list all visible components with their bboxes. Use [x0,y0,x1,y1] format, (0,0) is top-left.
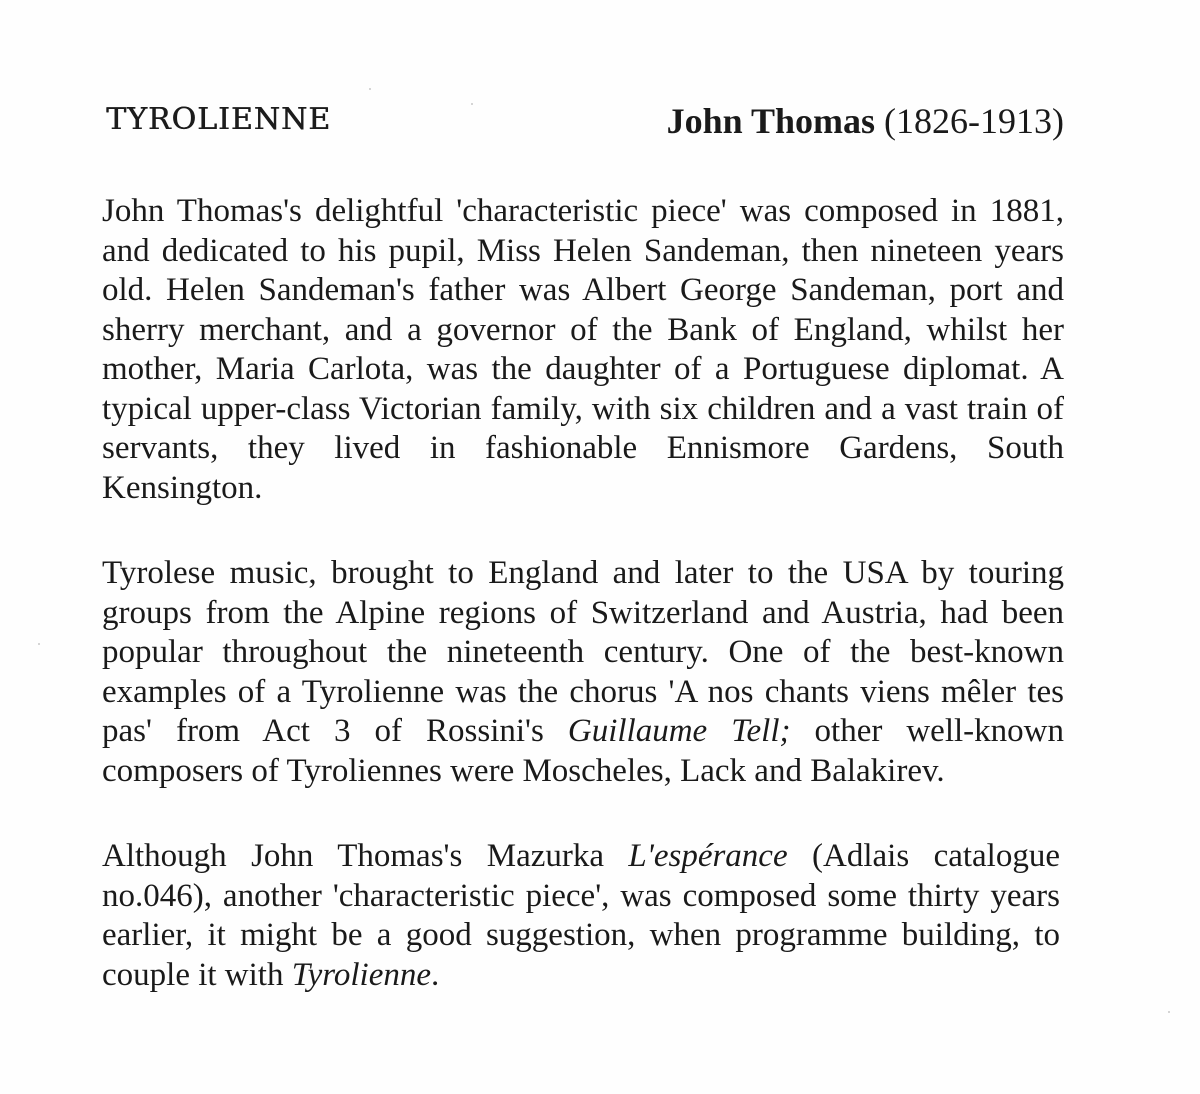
composer-dates: (1826-1913) [884,101,1064,141]
body-text [102,192,1064,1041]
paragraph-3 [102,837,1060,995]
paragraph-3-text-before: Although John Thomas's Mazurka [102,838,629,874]
paragraph-3-italic-tyrolienne: Tyrolienne [291,956,432,993]
paragraph-3-text-middle: (Adlais catalogue no.046), another 'characteristic piece', was composed some thirty years earlier, it might be a good suggestion, when programme building, to couple it with [102,838,1060,993]
composer-name: John Thomas [666,101,876,141]
paragraph-2 [102,554,1064,791]
scan-speck [1168,1011,1170,1013]
paragraph-3-text-after: . [431,956,440,993]
piece-title: TYROLIENNE [106,102,332,137]
composer-credit [667,100,1064,142]
paragraph-2-text-before: Tyrolese music, brought to England and later to the USA by touring groups from the Alpine regions of Switzerland and Austria, had been popular throughout the nineteenth century. One of the best-known examples of a Tyrolienne was the chorus 'A nos chants viens mêler tes pas' from Act 3 of Rossini's [102,555,1064,749]
scan-speck [369,88,371,90]
header [106,100,1064,150]
scan-speck [471,103,473,105]
paragraph-2-text-after: other well-known composers of Tyroliennes were Moscheles, Lack and Balakirev. [102,713,1064,789]
scan-speck [38,643,40,645]
paragraph-1: John Thomas's delightful 'characteristic piece' was composed in 1881, and dedicated to his pupil, Miss Helen Sandeman, then nineteen years old. Helen Sandeman's father was Albert George Sandeman, port and sherry merchant, and a governor of the Bank of England, whilst her mother, Maria Carlota, was the daughter of a Portuguese diplomat. A typical upper-class Victorian family, with six children and a vast train of servants, they lived in fashionable Ennismore Gardens, South Kensington. [102,193,1064,506]
paragraph-2-italic-opera: Guillaume Tell; [567,713,791,749]
paragraph-3-italic-mazurka: L'espérance [628,838,788,874]
